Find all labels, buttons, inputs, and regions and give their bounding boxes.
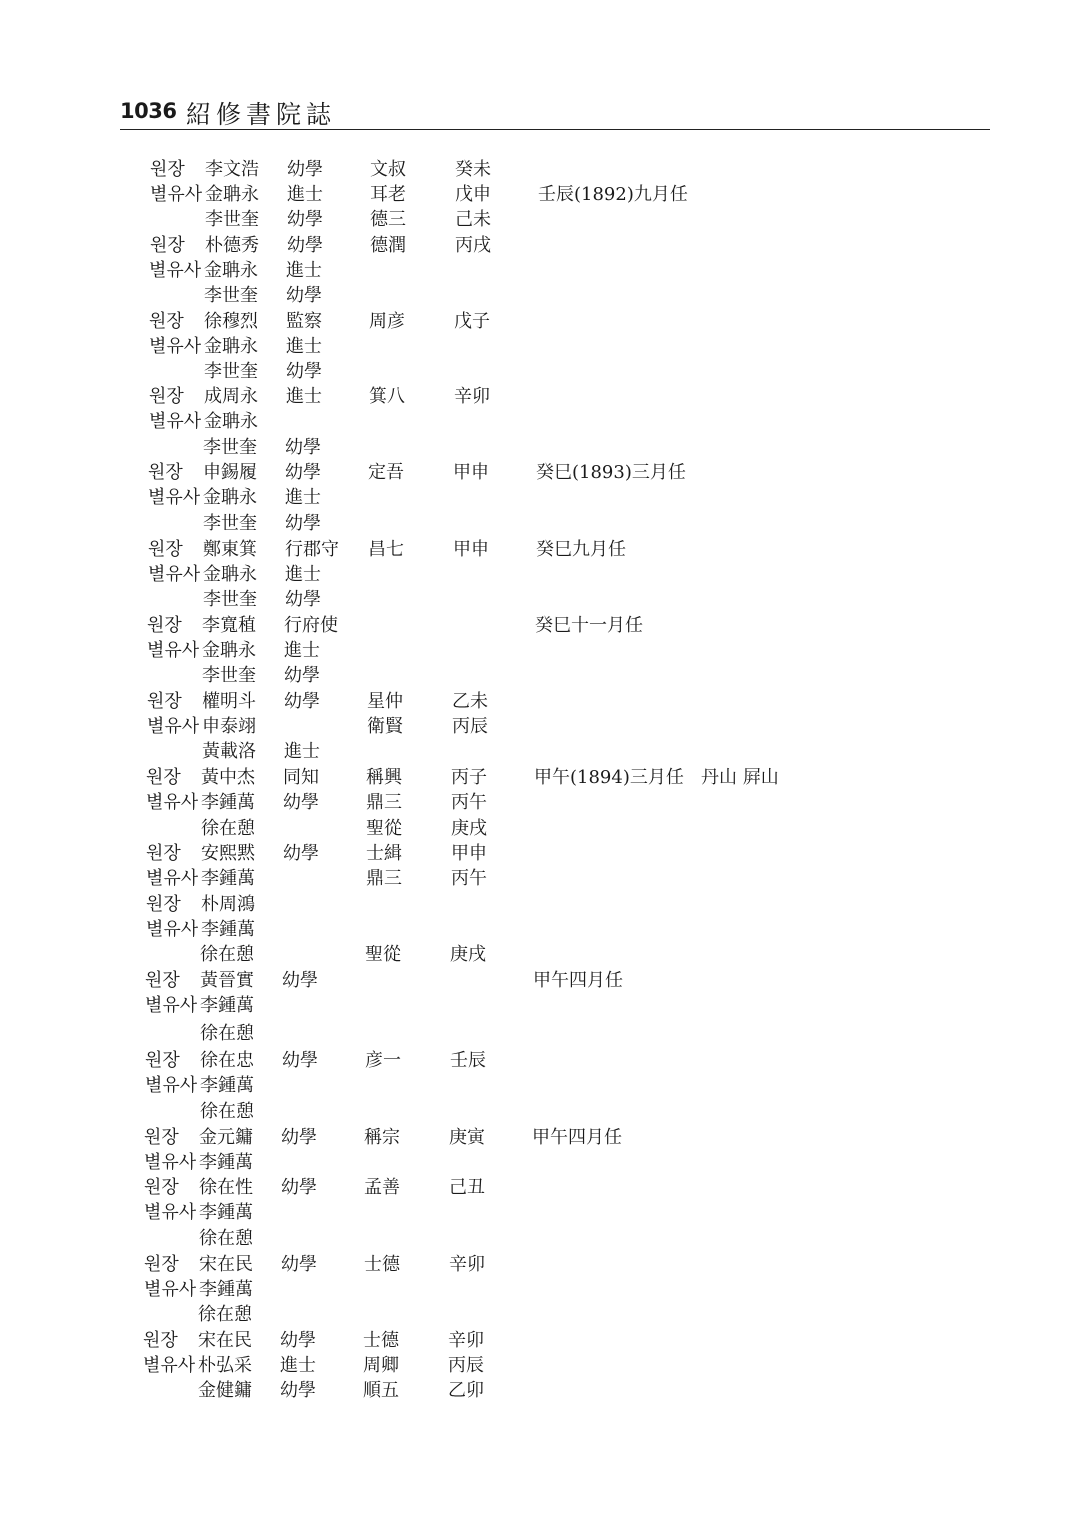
cell-role: 원장 [149,386,184,407]
cell-name: 徐在憩 [200,1101,254,1122]
cell-title: 進士 [285,564,321,585]
cell-role: 원장 [150,159,185,180]
page-number: 1036 [120,99,177,123]
cell-title: 幼學 [285,589,321,610]
roster-row [0,1253,1075,1277]
cell-courtesy: 定吾 [368,462,404,483]
cell-courtesy: 聖從 [366,818,402,839]
roster-row [0,994,1075,1018]
cell-title: 監察 [286,311,322,332]
cell-name: 李文浩 [205,159,259,180]
roster-row [0,639,1075,663]
cell-role: 원장 [150,235,185,256]
cell-year: 丙午 [451,868,487,889]
cell-year: 辛卯 [449,1254,485,1275]
cell-title: 幼學 [282,1050,318,1071]
cell-name: 金聃永 [204,260,258,281]
cell-title: 幼學 [280,1380,316,1401]
roster-row [0,918,1075,942]
cell-name: 李世奎 [203,437,257,458]
cell-year: 戊申 [455,184,491,205]
cell-title: 進士 [284,640,320,661]
cell-name: 金聃永 [202,640,256,661]
cell-year: 丙辰 [452,716,488,737]
roster-row [0,410,1075,434]
cell-name: 李世奎 [203,513,257,534]
cell-name: 李世奎 [204,361,258,382]
cell-year: 辛卯 [448,1330,484,1351]
cell-courtesy: 聖從 [365,944,401,965]
cell-year: 丙子 [451,767,487,788]
cell-courtesy: 稱宗 [364,1127,400,1148]
cell-name: 權明斗 [202,691,256,712]
roster-row [0,158,1075,182]
cell-name: 李世奎 [202,665,256,686]
cell-courtesy: 星仲 [367,691,403,712]
cell-title: 幼學 [285,437,321,458]
cell-role: 별유사 [143,1355,196,1376]
roster-row [0,461,1075,485]
cell-courtesy: 鼎三 [366,792,402,813]
cell-role: 원장 [144,1177,179,1198]
cell-name: 李鍾萬 [200,1075,254,1096]
roster-row [0,1049,1075,1073]
roster-row [0,791,1075,815]
cell-role: 원장 [145,1050,180,1071]
cell-name: 金聃永 [203,564,257,585]
roster-row [0,766,1075,790]
cell-title: 幼學 [283,792,319,813]
cell-title: 進士 [286,336,322,357]
cell-title: 進士 [287,184,323,205]
roster-row [0,1126,1075,1150]
cell-courtesy: 箕八 [369,386,405,407]
cell-role: 별유사 [147,716,200,737]
roster-row [0,385,1075,409]
cell-title: 幼學 [285,513,321,534]
roster-row [0,1278,1075,1302]
cell-year: 己未 [455,209,491,230]
cell-note: 癸巳(1893)三月任 [536,462,686,483]
cell-name: 黃中杰 [201,767,255,788]
cell-role: 원장 [145,970,180,991]
cell-year: 丙戌 [455,235,491,256]
roster-row [0,715,1075,739]
roster-row [0,867,1075,891]
cell-role: 별유사 [144,1202,197,1223]
cell-year: 乙未 [452,691,488,712]
cell-role: 원장 [143,1330,178,1351]
roster-row [0,1379,1075,1403]
cell-title: 進士 [280,1355,316,1376]
cell-title: 幼學 [284,665,320,686]
cell-year: 甲申 [453,539,489,560]
cell-title: 進士 [286,260,322,281]
cell-title: 幼學 [287,209,323,230]
cell-title: 行郡守 [285,539,339,560]
cell-name: 黃晉實 [200,970,254,991]
cell-name: 李世奎 [205,209,259,230]
roster-row [0,208,1075,232]
roster-row [0,259,1075,283]
cell-name: 李鍾萬 [199,1202,253,1223]
book-title: 紹修書院誌 [186,100,337,129]
roster-row [0,817,1075,841]
roster-row [0,690,1075,714]
cell-role: 별유사 [149,260,202,281]
cell-name: 李鍾萬 [201,868,255,889]
cell-year: 庚戌 [450,944,486,965]
cell-note: 甲午(1894)三月任 [534,767,684,788]
cell-year: 甲申 [453,462,489,483]
roster-row [0,893,1075,917]
cell-year: 庚寅 [449,1127,485,1148]
cell-name: 徐在憩 [198,1304,252,1325]
cell-role: 별유사 [148,564,201,585]
cell-courtesy: 士德 [363,1330,399,1351]
cell-note: 壬辰(1892)九月任 [538,184,688,205]
roster-row [0,1329,1075,1353]
cell-note: 甲午四月任 [533,970,623,991]
cell-name: 成周永 [204,386,258,407]
cell-name: 李鍾萬 [201,792,255,813]
cell-courtesy: 昌七 [368,539,404,560]
cell-role: 별유사 [144,1152,197,1173]
cell-role: 별유사 [146,919,199,940]
roster-row [0,664,1075,688]
cell-name: 鄭東箕 [203,539,257,560]
cell-role: 원장 [144,1254,179,1275]
cell-title: 幼學 [280,1330,316,1351]
cell-title: 幼學 [285,462,321,483]
cell-role: 별유사 [145,1075,198,1096]
cell-note: 癸巳九月任 [536,539,626,560]
roster-row [0,842,1075,866]
cell-name: 徐在忠 [200,1050,254,1071]
roster-row [0,310,1075,334]
cell-courtesy: 德潤 [370,235,406,256]
cell-year: 壬辰 [450,1050,486,1071]
cell-name: 黃載洛 [202,741,256,762]
cell-name: 李寬稙 [202,615,256,636]
cell-year: 戊子 [454,311,490,332]
cell-role: 원장 [146,894,181,915]
cell-courtesy: 士德 [364,1254,400,1275]
cell-name: 金聃永 [205,184,259,205]
cell-note: 癸巳十一月任 [535,615,643,636]
cell-name: 安熙黙 [201,843,255,864]
roster-row [0,284,1075,308]
roster-row [0,563,1075,587]
roster-row [0,234,1075,258]
cell-name: 徐在憩 [201,818,255,839]
cell-role: 원장 [148,462,183,483]
cell-courtesy: 鼎三 [366,868,402,889]
cell-title: 進士 [286,386,322,407]
cell-role: 별유사 [146,792,199,813]
cell-note: 甲午四月任 [532,1127,622,1148]
cell-title: 行府使 [284,615,338,636]
cell-courtesy: 順五 [363,1380,399,1401]
cell-role: 원장 [146,767,181,788]
cell-year: 己丑 [449,1177,485,1198]
cell-name: 宋在民 [198,1330,252,1351]
cell-title: 幼學 [283,843,319,864]
cell-name: 李鍾萬 [199,1152,253,1173]
roster-row [0,588,1075,612]
cell-name: 李鍾萬 [201,919,255,940]
cell-name: 李世奎 [203,589,257,610]
cell-role: 별유사 [145,995,198,1016]
cell-courtesy: 德三 [370,209,406,230]
roster-row [0,1176,1075,1200]
cell-title: 進士 [284,741,320,762]
cell-year: 庚戌 [451,818,487,839]
cell-courtesy: 衛賢 [367,716,403,737]
cell-title: 幼學 [286,361,322,382]
roster-row [0,1100,1075,1124]
cell-year: 丙午 [451,792,487,813]
roster-row [0,360,1075,384]
cell-name: 金聃永 [204,411,258,432]
cell-year: 甲申 [451,843,487,864]
cell-name: 朴德秀 [205,235,259,256]
cell-title: 同知 [283,767,319,788]
roster-row [0,740,1075,764]
cell-courtesy: 士緝 [366,843,402,864]
roster-row [0,1151,1075,1175]
cell-title: 幼學 [287,159,323,180]
cell-courtesy: 彦一 [365,1050,401,1071]
cell-name: 徐穆烈 [204,311,258,332]
cell-role: 별유사 [144,1279,197,1300]
cell-name: 申錫履 [203,462,257,483]
cell-title: 幼學 [286,285,322,306]
cell-year: 辛卯 [454,386,490,407]
cell-role: 별유사 [146,868,199,889]
cell-courtesy: 文叔 [370,159,406,180]
cell-title: 幼學 [281,1127,317,1148]
cell-year: 丙辰 [448,1355,484,1376]
roster-row [0,1303,1075,1327]
cell-role: 별유사 [149,336,202,357]
cell-role: 별유사 [148,487,201,508]
roster-row [0,486,1075,510]
cell-name: 李鍾萬 [199,1279,253,1300]
cell-role: 별유사 [149,411,202,432]
cell-name: 朴弘采 [198,1355,252,1376]
cell-title: 幼學 [281,1177,317,1198]
roster-row [0,1201,1075,1225]
cell-courtesy: 周卿 [363,1355,399,1376]
cell-title: 幼學 [287,235,323,256]
cell-role: 원장 [144,1127,179,1148]
cell-role: 별유사 [150,184,203,205]
cell-name: 金健鏞 [198,1380,252,1401]
roster-row [0,969,1075,993]
cell-name: 金聃永 [203,487,257,508]
roster-row [0,1354,1075,1378]
cell-courtesy: 孟善 [364,1177,400,1198]
roster-row [0,183,1075,207]
roster-row [0,943,1075,967]
cell-name: 徐在憩 [199,1228,253,1249]
cell-role: 원장 [147,691,182,712]
cell-role: 별유사 [147,640,200,661]
cell-courtesy: 周彦 [369,311,405,332]
cell-role: 원장 [147,615,182,636]
cell-name: 宋在民 [199,1254,253,1275]
roster-row [0,436,1075,460]
roster-row [0,512,1075,536]
cell-name: 李世奎 [204,285,258,306]
roster-row [0,614,1075,638]
cell-year: 癸未 [455,159,491,180]
roster-row [0,538,1075,562]
cell-name: 徐在憩 [200,1023,254,1044]
cell-title: 幼學 [281,1254,317,1275]
cell-name: 李鍾萬 [200,995,254,1016]
cell-courtesy: 耳老 [370,184,406,205]
cell-role: 원장 [149,311,184,332]
cell-title: 進士 [285,487,321,508]
roster-row [0,335,1075,359]
cell-name: 申泰翊 [202,716,256,737]
cell-title: 幼學 [284,691,320,712]
cell-role: 원장 [148,539,183,560]
roster-row [0,1227,1075,1251]
cell-role: 원장 [146,843,181,864]
cell-year: 乙卯 [448,1380,484,1401]
cell-name: 徐在性 [199,1177,253,1198]
cell-name: 徐在憩 [200,944,254,965]
cell-title: 幼學 [282,970,318,991]
cell-name: 金聃永 [204,336,258,357]
roster-row [0,1074,1075,1098]
cell-name: 朴周鴻 [201,894,255,915]
cell-name: 金元鏞 [199,1127,253,1148]
roster-row [0,1022,1075,1046]
cell-courtesy: 稱興 [366,767,402,788]
cell-place: 丹山 屛山 [701,767,779,788]
